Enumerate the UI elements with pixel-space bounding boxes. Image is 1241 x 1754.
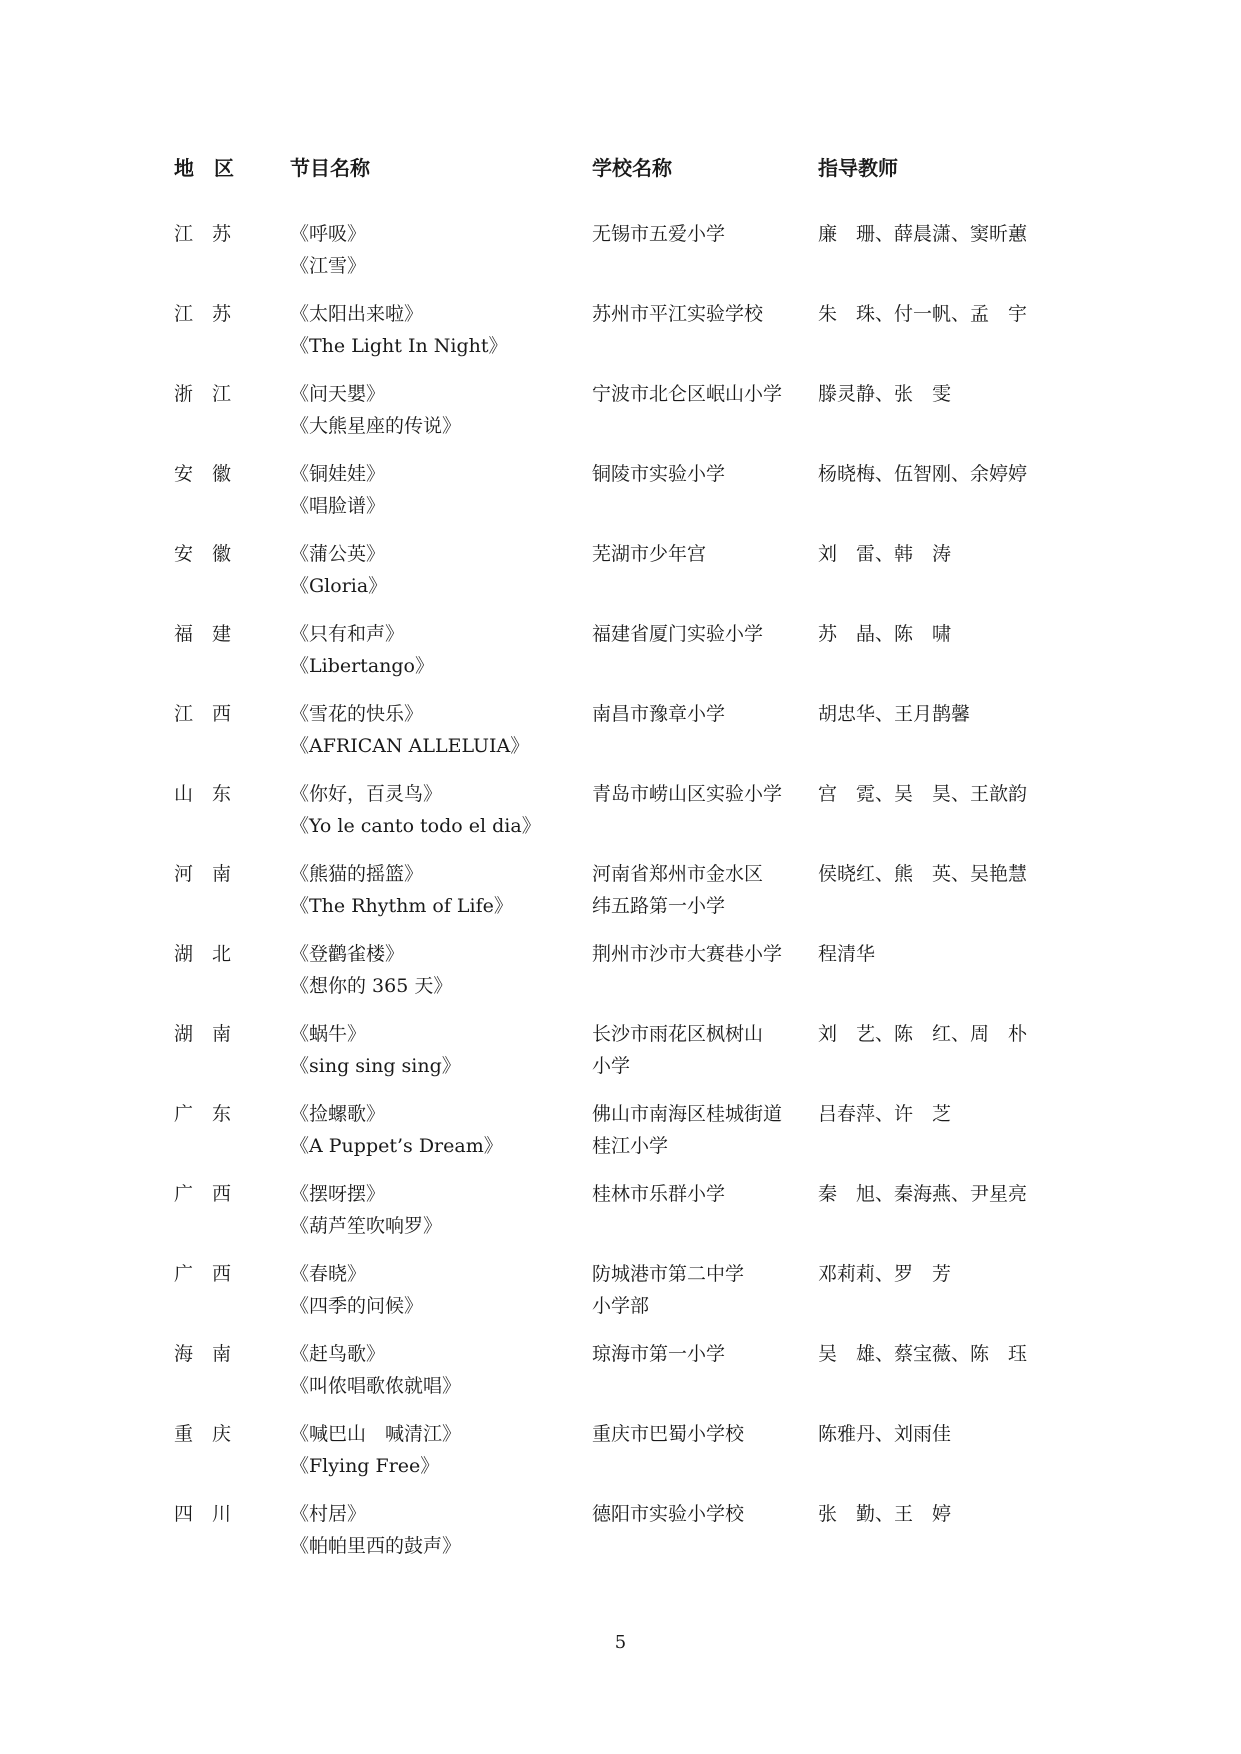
table-row — [174, 858, 1074, 938]
region-text: 湖 北 — [174, 943, 232, 965]
region-cell — [174, 1098, 290, 1130]
teacher-cell — [818, 298, 1074, 330]
program-cell — [290, 1018, 592, 1082]
program-title-2: 《AFRICAN ALLELUIA》 — [290, 735, 530, 757]
teacher-names: 廉 珊、薛晨潇、窦昕蕙 — [818, 223, 1028, 245]
school-line-1: 佛山市南海区桂城街道 — [592, 1103, 783, 1125]
table-row — [174, 1258, 1074, 1338]
program-title-1: 《铜娃娃》 — [290, 463, 386, 485]
program-cell — [290, 618, 592, 682]
program-title-2: 《叫侬唱歌侬就唱》 — [290, 1375, 462, 1397]
teacher-cell — [818, 218, 1074, 250]
school-cell — [592, 218, 818, 250]
school-line-1: 长沙市雨花区枫树山 — [592, 1023, 764, 1045]
school-cell — [592, 1338, 818, 1370]
region-text: 广 西 — [174, 1183, 232, 1205]
region-text: 福 建 — [174, 623, 232, 645]
school-line-2: 小学部 — [592, 1295, 650, 1317]
school-cell — [592, 938, 818, 970]
program-title-1: 《蒲公英》 — [290, 543, 386, 565]
region-cell — [174, 858, 290, 890]
school-line-2: 桂江小学 — [592, 1135, 669, 1157]
teacher-names: 刘 雷、韩 涛 — [818, 543, 952, 565]
program-title-1: 《你好，百灵鸟》 — [290, 783, 443, 805]
table-row — [174, 1338, 1074, 1418]
region-text: 广 西 — [174, 1263, 232, 1285]
school-line-1: 琼海市第一小学 — [592, 1343, 726, 1365]
school-cell — [592, 538, 818, 570]
region-text: 山 东 — [174, 783, 232, 805]
program-title-2: 《想你的 365 天》 — [290, 975, 453, 997]
teacher-names: 吕春萍、许 芝 — [818, 1103, 952, 1125]
table-body — [174, 218, 1074, 1578]
region-text: 重 庆 — [174, 1423, 232, 1445]
program-title-1: 《太阳出来啦》 — [290, 303, 424, 325]
school-line-1: 防城港市第二中学 — [592, 1263, 745, 1285]
program-title-2: 《The Rhythm of Life》 — [290, 895, 513, 917]
teacher-names: 滕灵静、张 雯 — [818, 383, 952, 405]
teacher-cell — [818, 858, 1074, 890]
school-line-1: 河南省郑州市金水区 — [592, 863, 764, 885]
teacher-cell — [818, 698, 1074, 730]
program-title-1: 《蜗牛》 — [290, 1023, 367, 1045]
teacher-names: 胡忠华、王月鹊馨 — [818, 703, 971, 725]
program-title-2: 《江雪》 — [290, 255, 367, 277]
teacher-cell — [818, 1498, 1074, 1530]
school-cell — [592, 1258, 818, 1322]
header-school: 学校名称 — [592, 156, 672, 180]
program-title-1: 《雪花的快乐》 — [290, 703, 424, 725]
table-row — [174, 618, 1074, 698]
teacher-names: 张 勤、王 婷 — [818, 1503, 952, 1525]
program-title-2: 《四季的问候》 — [290, 1295, 424, 1317]
program-title-2: 《大熊星座的传说》 — [290, 415, 462, 437]
table-row — [174, 1018, 1074, 1098]
teacher-names: 朱 珠、付一帆、孟 宇 — [818, 303, 1028, 325]
school-line-1: 福建省厦门实验小学 — [592, 623, 764, 645]
teacher-names: 刘 艺、陈 红、周 朴 — [818, 1023, 1028, 1045]
school-line-1: 荆州市沙市大赛巷小学 — [592, 943, 783, 965]
region-text: 江 苏 — [174, 223, 232, 245]
program-cell — [290, 938, 592, 1002]
school-cell — [592, 1098, 818, 1162]
program-cell — [290, 1098, 592, 1162]
region-cell — [174, 1258, 290, 1290]
program-title-1: 《春晓》 — [290, 1263, 367, 1285]
region-cell — [174, 618, 290, 650]
program-title-1: 《登鹳雀楼》 — [290, 943, 405, 965]
school-cell — [592, 1498, 818, 1530]
school-line-2: 纬五路第一小学 — [592, 895, 726, 917]
school-line-1: 宁波市北仑区岷山小学 — [592, 383, 783, 405]
region-text: 湖 南 — [174, 1023, 232, 1045]
region-cell — [174, 1498, 290, 1530]
teacher-names: 苏 晶、陈 啸 — [818, 623, 952, 645]
program-title-1: 《问天嬰》 — [290, 383, 386, 405]
region-cell — [174, 1418, 290, 1450]
school-line-1: 南昌市豫章小学 — [592, 703, 726, 725]
teacher-cell — [818, 1098, 1074, 1130]
table-row — [174, 378, 1074, 458]
program-title-1: 《呼吸》 — [290, 223, 367, 245]
teacher-cell — [818, 538, 1074, 570]
teacher-cell — [818, 618, 1074, 650]
teacher-names: 杨晓梅、伍智刚、余婷婷 — [818, 463, 1028, 485]
table-row — [174, 538, 1074, 618]
program-title-2: 《唱脸谱》 — [290, 495, 386, 517]
school-cell — [592, 778, 818, 810]
program-cell — [290, 1178, 592, 1242]
school-cell — [592, 458, 818, 490]
program-cell — [290, 1418, 592, 1482]
teacher-names: 程清华 — [818, 943, 876, 965]
teacher-cell — [818, 458, 1074, 490]
region-cell — [174, 1178, 290, 1210]
region-text: 江 西 — [174, 703, 232, 725]
region-cell — [174, 1338, 290, 1370]
school-line-1: 芜湖市少年宫 — [592, 543, 707, 565]
teacher-cell — [818, 1418, 1074, 1450]
page-number: 5 — [614, 1632, 627, 1653]
table-row — [174, 218, 1074, 298]
region-cell — [174, 1018, 290, 1050]
program-cell — [290, 458, 592, 522]
program-title-1: 《只有和声》 — [290, 623, 405, 645]
program-cell — [290, 378, 592, 442]
region-cell — [174, 698, 290, 730]
region-text: 四 川 — [174, 1503, 232, 1525]
table-row — [174, 778, 1074, 858]
region-cell — [174, 378, 290, 410]
table-row — [174, 458, 1074, 538]
region-text: 安 徽 — [174, 463, 232, 485]
region-cell — [174, 538, 290, 570]
teacher-names: 陈雅丹、刘雨佳 — [818, 1423, 952, 1445]
table-row — [174, 938, 1074, 1018]
program-title-1: 《赶鸟歌》 — [290, 1343, 386, 1365]
region-cell — [174, 458, 290, 490]
program-title-2: 《sing sing sing》 — [290, 1055, 461, 1077]
region-text: 广 东 — [174, 1103, 232, 1125]
program-title-2: 《葫芦笙吹响罗》 — [290, 1215, 443, 1237]
header-region: 地 区 — [174, 156, 234, 180]
region-text: 河 南 — [174, 863, 232, 885]
program-cell — [290, 1338, 592, 1402]
teacher-names: 秦 旭、秦海燕、尹星亮 — [818, 1183, 1028, 1205]
school-line-2: 小学 — [592, 1055, 631, 1077]
school-cell — [592, 858, 818, 922]
table-row — [174, 1178, 1074, 1258]
program-title-2: 《Libertango》 — [290, 655, 434, 677]
region-cell — [174, 298, 290, 330]
teacher-cell — [818, 1018, 1074, 1050]
school-cell — [592, 698, 818, 730]
school-line-1: 苏州市平江实验学校 — [592, 303, 764, 325]
teacher-names: 侯晓红、熊 英、吴艳慧 — [818, 863, 1028, 885]
program-cell — [290, 1498, 592, 1562]
school-cell — [592, 1418, 818, 1450]
program-cell — [290, 778, 592, 842]
program-cell — [290, 538, 592, 602]
program-title-2: 《Yo le canto todo el dia》 — [290, 815, 541, 837]
table-row — [174, 1498, 1074, 1578]
program-title-1: 《喊巴山 喊清江》 — [290, 1423, 462, 1445]
teacher-cell — [818, 938, 1074, 970]
program-title-1: 《摆呀摆》 — [290, 1183, 386, 1205]
program-title-2: 《Gloria》 — [290, 575, 388, 597]
program-title-1: 《村居》 — [290, 1503, 367, 1525]
region-text: 海 南 — [174, 1343, 232, 1365]
school-line-1: 德阳市实验小学校 — [592, 1503, 745, 1525]
school-line-1: 青岛市崂山区实验小学 — [592, 783, 783, 805]
school-line-1: 重庆市巴蜀小学校 — [592, 1423, 745, 1445]
region-text: 安 徽 — [174, 543, 232, 565]
program-cell — [290, 858, 592, 922]
teacher-names: 吴 雄、蔡宝薇、陈 珏 — [818, 1343, 1028, 1365]
teacher-names: 邓莉莉、罗 芳 — [818, 1263, 952, 1285]
table-row — [174, 1098, 1074, 1178]
region-cell — [174, 218, 290, 250]
school-line-1: 铜陵市实验小学 — [592, 463, 726, 485]
teacher-cell — [818, 1338, 1074, 1370]
region-cell — [174, 778, 290, 810]
school-line-1: 无锡市五爱小学 — [592, 223, 726, 245]
table-row — [174, 298, 1074, 378]
school-cell — [592, 1178, 818, 1210]
school-cell — [592, 378, 818, 410]
program-title-1: 《熊猫的摇篮》 — [290, 863, 424, 885]
teacher-cell — [818, 778, 1074, 810]
program-table — [174, 152, 1074, 1578]
program-cell — [290, 298, 592, 362]
program-title-1: 《捡螺歌》 — [290, 1103, 386, 1125]
table-row — [174, 698, 1074, 778]
table-row — [174, 1418, 1074, 1498]
program-cell — [290, 1258, 592, 1322]
school-cell — [592, 1018, 818, 1082]
school-cell — [592, 618, 818, 650]
program-cell — [290, 218, 592, 282]
program-title-2: 《Flying Free》 — [290, 1455, 440, 1477]
program-title-2: 《A Puppet’s Dream》 — [290, 1135, 503, 1157]
table-header — [174, 152, 1074, 218]
region-text: 江 苏 — [174, 303, 232, 325]
region-cell — [174, 938, 290, 970]
program-cell — [290, 698, 592, 762]
header-teacher: 指导教师 — [818, 156, 898, 180]
school-line-1: 桂林市乐群小学 — [592, 1183, 726, 1205]
region-text: 浙 江 — [174, 383, 232, 405]
teacher-cell — [818, 378, 1074, 410]
teacher-names: 宫 霓、吴 昊、王歆韵 — [818, 783, 1028, 805]
teacher-cell — [818, 1178, 1074, 1210]
program-title-2: 《The Light In Night》 — [290, 335, 508, 357]
school-cell — [592, 298, 818, 330]
header-program: 节目名称 — [290, 156, 370, 180]
program-title-2: 《帕帕里西的鼓声》 — [290, 1535, 462, 1557]
teacher-cell — [818, 1258, 1074, 1290]
